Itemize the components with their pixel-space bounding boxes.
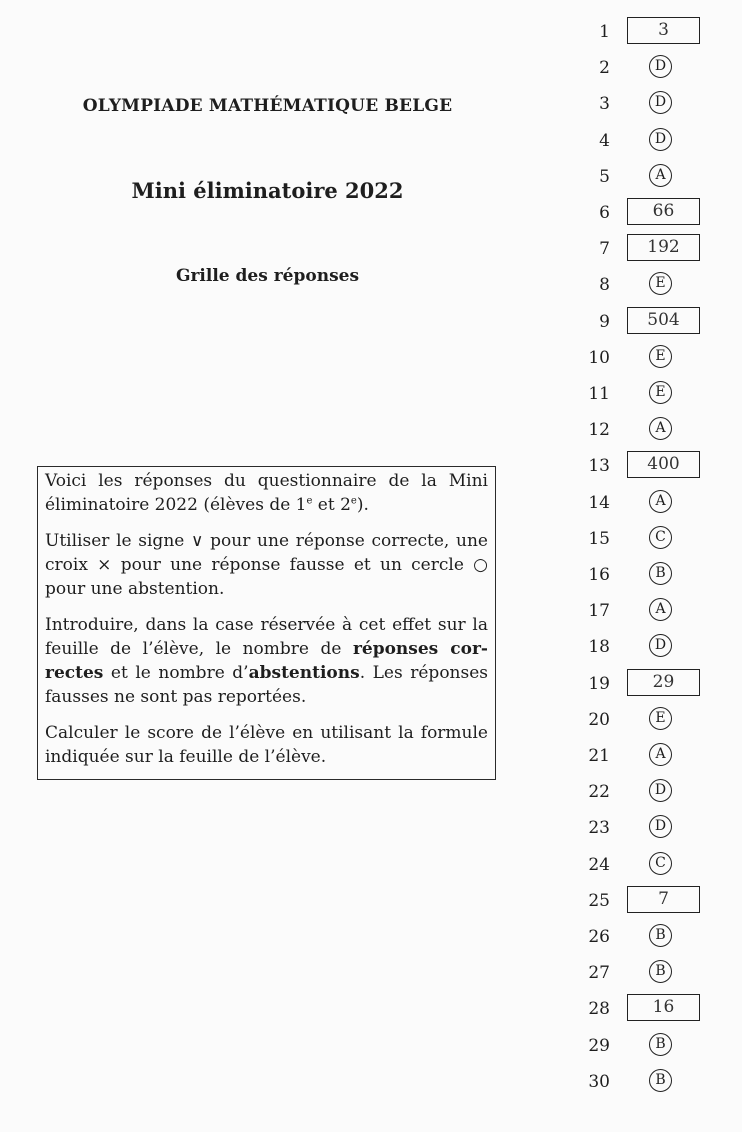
answer-row xyxy=(570,670,710,698)
question-number: 8 xyxy=(599,275,610,296)
choice-answer-circle: B xyxy=(649,1033,672,1056)
choice-answer-circle: D xyxy=(649,55,672,78)
instructions-paragraph-marking: Utiliser le signe ∨ pour une réponse correcte, une croix × pour une réponse fausse et un cercle ○ pour une abstention. xyxy=(45,531,488,599)
intro-text-middle: et 2 xyxy=(312,495,351,515)
question-number: 3 xyxy=(599,94,610,115)
numeric-answer-box: 7 xyxy=(627,886,700,913)
answer-row xyxy=(570,887,710,915)
answer-row xyxy=(570,235,710,263)
question-number: 12 xyxy=(588,420,610,441)
question-number: 22 xyxy=(588,782,610,803)
question-number: 30 xyxy=(588,1071,610,1092)
answer-row xyxy=(570,163,710,191)
competition-title: Mini éliminatoire 2022 xyxy=(131,178,404,203)
choice-answer-circle: B xyxy=(649,1069,672,1092)
question-number: 4 xyxy=(599,130,610,151)
reporting-text-end: . Les réponses fausses ne sont pas reportées. xyxy=(45,663,489,707)
answer-row xyxy=(570,416,710,444)
answer-row xyxy=(570,380,710,408)
instructions-paragraph-score: Calculer le score de l’élève en utilisant la formule indiquée sur la feuille de l’élève. xyxy=(45,723,488,767)
choice-answer-circle: A xyxy=(649,417,672,440)
question-number: 28 xyxy=(588,999,610,1020)
reporting-text-middle: et le nombre d’ xyxy=(103,663,249,683)
answer-row xyxy=(570,344,710,372)
answer-row xyxy=(570,452,710,480)
question-number: 19 xyxy=(588,673,610,694)
page-subtitle: Grille des réponses xyxy=(175,266,360,286)
question-number: 16 xyxy=(588,565,610,585)
choice-answer-circle: A xyxy=(649,164,672,187)
intro-text-start: Voici les réponses du questionnaire de la Mini éliminatoire 2022 (élèves de 1 xyxy=(45,471,488,515)
choice-answer-circle: D xyxy=(649,91,672,114)
intro-text-end: ). xyxy=(356,495,369,515)
question-number: 29 xyxy=(588,1035,610,1056)
numeric-answer-box: 29 xyxy=(627,669,700,696)
answer-row xyxy=(570,54,710,82)
question-number: 6 xyxy=(599,203,610,223)
numeric-answer-box: 504 xyxy=(627,307,700,334)
answer-row xyxy=(570,1068,710,1096)
answer-row xyxy=(570,561,710,589)
answer-row xyxy=(570,127,710,155)
choice-answer-circle: D xyxy=(649,634,672,657)
answer-row xyxy=(570,597,710,625)
question-number: 11 xyxy=(588,384,610,404)
choice-answer-circle: D xyxy=(649,128,672,151)
numeric-answer-box: 400 xyxy=(627,451,700,478)
answer-row xyxy=(570,814,710,842)
answer-row xyxy=(570,742,710,770)
correct-answers-label: réponses correctes xyxy=(45,639,488,683)
question-number: 14 xyxy=(588,492,610,513)
choice-answer-circle: A xyxy=(649,743,672,766)
answer-row xyxy=(570,923,710,951)
choice-answer-circle: C xyxy=(649,526,672,549)
question-number: 27 xyxy=(588,963,610,984)
question-number: 23 xyxy=(588,818,610,839)
answer-row xyxy=(570,633,710,661)
question-number: 1 xyxy=(599,22,610,42)
question-number: 25 xyxy=(588,890,610,911)
superscript-e-second: e xyxy=(350,495,357,507)
instructions-paragraph-reporting xyxy=(45,613,488,709)
question-number: 15 xyxy=(588,528,610,549)
answer-row xyxy=(570,525,710,553)
choice-answer-circle: D xyxy=(649,815,672,838)
choice-answer-circle: E xyxy=(649,381,672,404)
numeric-answer-box: 192 xyxy=(627,234,700,261)
choice-answer-circle: E xyxy=(649,707,672,730)
answer-row xyxy=(570,959,710,987)
choice-answer-circle: A xyxy=(649,490,672,513)
numeric-answer-box: 66 xyxy=(627,198,700,225)
organization-title: OLYMPIADE MATHÉMATIQUE BELGE xyxy=(82,96,453,116)
numeric-answer-box: 16 xyxy=(627,994,700,1021)
question-number: 13 xyxy=(588,456,610,477)
question-number: 20 xyxy=(588,709,610,730)
answer-row xyxy=(570,995,710,1023)
answer-row xyxy=(570,489,710,517)
abstentions-label: abstentions xyxy=(248,663,360,683)
answer-row xyxy=(570,271,710,299)
answer-row xyxy=(570,851,710,879)
question-number: 9 xyxy=(599,311,610,332)
choice-answer-circle: B xyxy=(649,960,672,983)
question-number: 10 xyxy=(588,347,610,368)
choice-answer-circle: A xyxy=(649,598,672,621)
answer-row xyxy=(570,308,710,336)
numeric-answer-box: 3 xyxy=(627,17,700,44)
question-number: 21 xyxy=(588,746,610,766)
choice-answer-circle: C xyxy=(649,852,672,875)
question-number: 7 xyxy=(599,239,610,260)
answer-row xyxy=(570,706,710,734)
choice-answer-circle: E xyxy=(649,345,672,368)
question-number: 18 xyxy=(588,637,610,658)
answer-row xyxy=(570,1032,710,1060)
choice-answer-circle: E xyxy=(649,272,672,295)
question-number: 17 xyxy=(588,601,610,622)
answer-row xyxy=(570,199,710,227)
choice-answer-circle: B xyxy=(649,562,672,585)
question-number: 2 xyxy=(599,58,610,79)
question-number: 26 xyxy=(588,927,610,947)
question-number: 5 xyxy=(599,166,610,187)
question-number: 24 xyxy=(588,854,610,875)
answer-row xyxy=(570,18,710,46)
superscript-e-first: e xyxy=(306,495,313,507)
choice-answer-circle: B xyxy=(649,924,672,947)
instructions-paragraph-intro xyxy=(45,469,488,517)
instructions-box xyxy=(37,466,496,780)
choice-answer-circle: D xyxy=(649,779,672,802)
reporting-text-start: Introduire, dans la case réservée à cet effet sur la feuille de l’élève, le nombre de xyxy=(45,615,488,659)
answer-row xyxy=(570,90,710,118)
answer-row xyxy=(570,778,710,806)
